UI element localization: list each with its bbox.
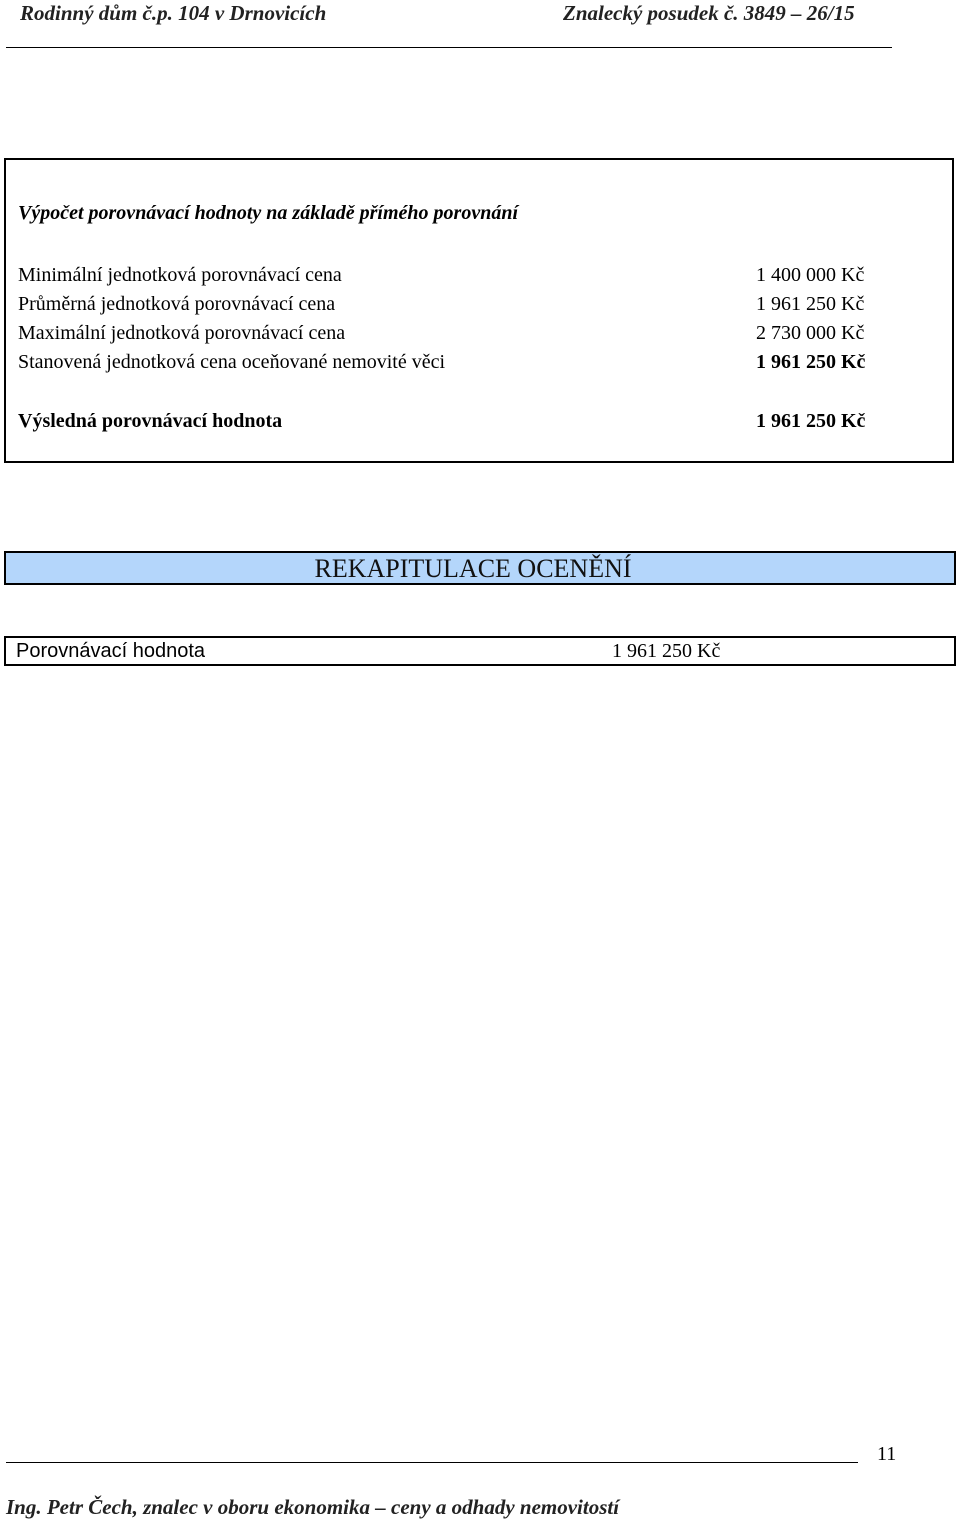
- row-min-value: 1 400 000 Kč: [756, 264, 865, 286]
- footer-rule: [6, 1462, 858, 1463]
- row-max-label: Maximální jednotková porovnávací cena: [18, 322, 346, 344]
- row-max-value: 2 730 000 Kč: [756, 322, 865, 344]
- header-rule: [6, 47, 892, 48]
- header-left-title: Rodinný dům č.p. 104 v Drnovicích: [20, 1, 327, 25]
- page-number: 11: [877, 1443, 897, 1465]
- row-set-label: Stanovená jednotková cena oceňované nemovité věci: [18, 351, 446, 373]
- recap-value: 1 961 250 Kč: [612, 640, 721, 662]
- recap-label: Porovnávací hodnota: [16, 640, 206, 662]
- result-value: 1 961 250 Kč: [756, 410, 866, 432]
- footer-text: Ing. Petr Čech, znalec v oboru ekonomika – ceny a odhady nemovitostí: [6, 1495, 620, 1519]
- recap-title: REKAPITULACE OCENĚNÍ: [314, 554, 632, 583]
- row-min-label: Minimální jednotková porovnávací cena: [18, 264, 342, 286]
- calculation-title: Výpočet porovnávací hodnoty na základě přímého porovnání: [18, 202, 518, 224]
- row-set-value: 1 961 250 Kč: [756, 351, 866, 373]
- result-label: Výsledná porovnávací hodnota: [18, 410, 283, 432]
- row-avg-label: Průměrná jednotková porovnávací cena: [18, 293, 336, 315]
- header-right-title: Znalecký posudek č. 3849 – 26/15: [563, 1, 855, 25]
- row-avg-value: 1 961 250 Kč: [756, 293, 865, 315]
